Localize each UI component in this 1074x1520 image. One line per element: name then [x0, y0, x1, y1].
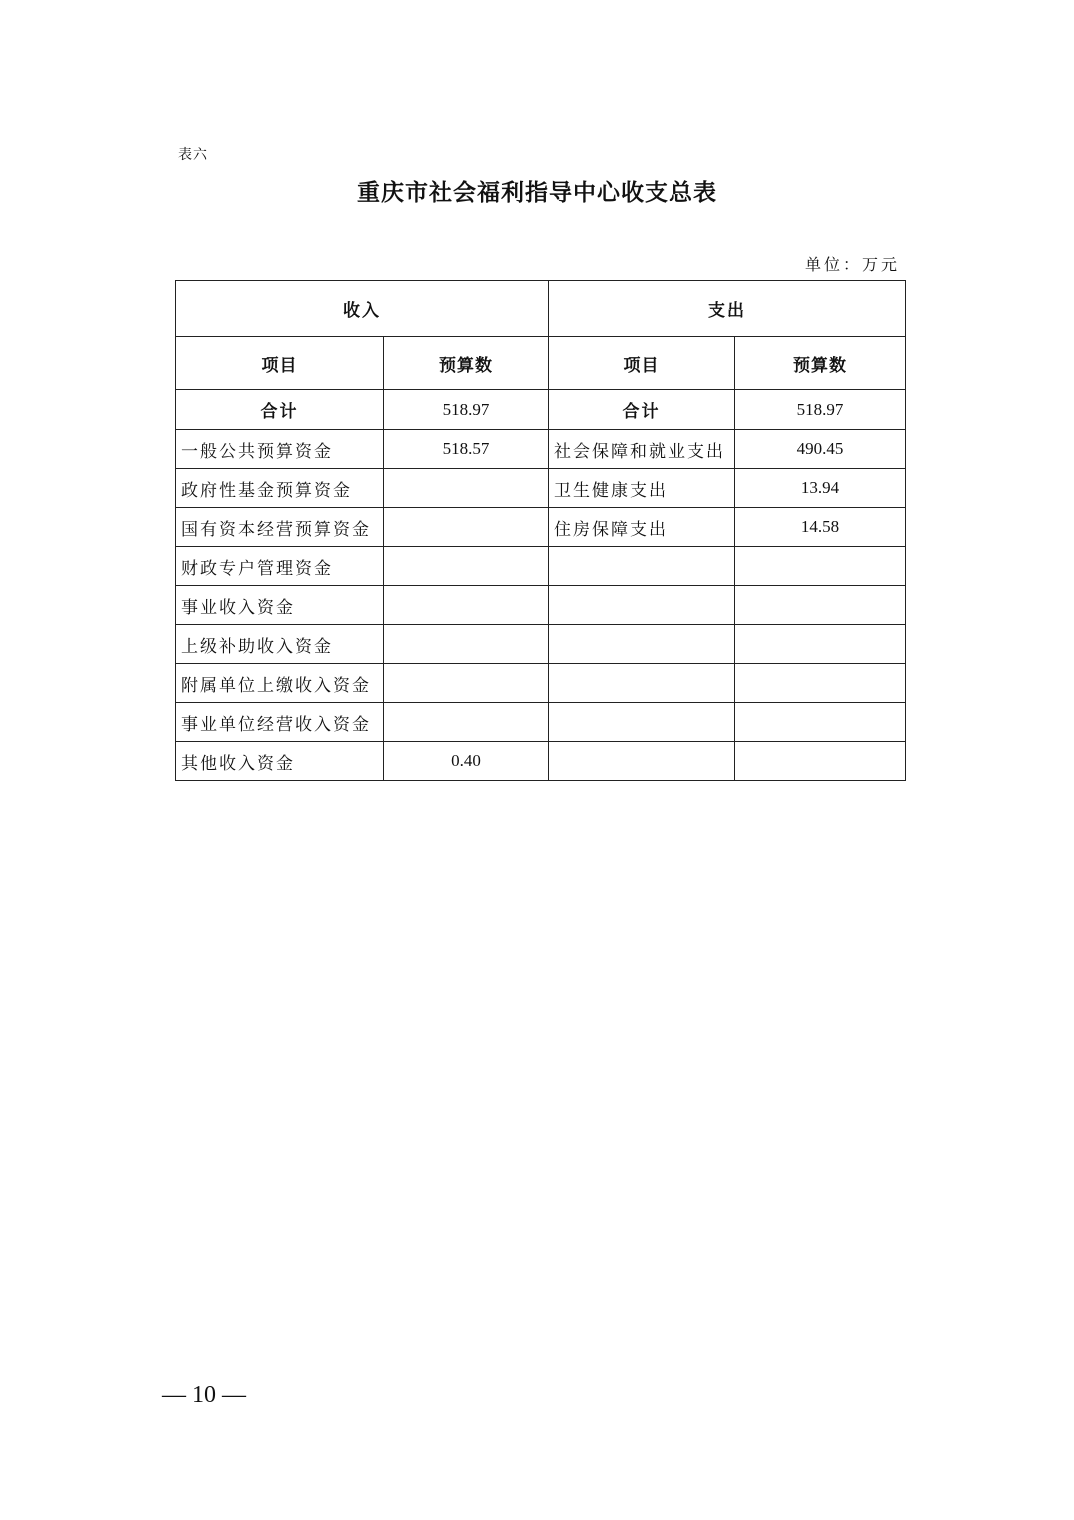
income-expense-table: [175, 280, 906, 781]
income-value: [384, 664, 549, 703]
income-budget-column-header: 预算数: [384, 337, 549, 390]
table-label: 表六: [178, 147, 208, 163]
expense-item: [549, 664, 735, 703]
income-header: 收入: [176, 281, 549, 337]
income-total-value: 518.97: [384, 390, 549, 430]
total-row: [176, 390, 906, 430]
expense-item-column-header: 项目: [549, 337, 735, 390]
unit-note: 单位：万元: [804, 255, 900, 274]
income-item: 上级补助收入资金: [176, 625, 384, 664]
table-row: [176, 508, 906, 547]
table-row: [176, 547, 906, 586]
income-value: 518.57: [384, 430, 549, 469]
income-item-column-header: 项目: [176, 337, 384, 390]
expense-value: [735, 547, 906, 586]
expense-item: [549, 586, 735, 625]
expense-value: [735, 703, 906, 742]
income-total-label: 合计: [176, 390, 384, 430]
expense-item: [549, 625, 735, 664]
page-number: — 10 —: [162, 1382, 246, 1408]
expense-value: [735, 742, 906, 781]
income-value: [384, 469, 549, 508]
income-item: 政府性基金预算资金: [176, 469, 384, 508]
income-item: 一般公共预算资金: [176, 430, 384, 469]
income-item: 其他收入资金: [176, 742, 384, 781]
table-body: [176, 281, 906, 781]
expense-value: [735, 664, 906, 703]
expense-item: [549, 742, 735, 781]
table-row: [176, 430, 906, 469]
income-item: 事业单位经营收入资金: [176, 703, 384, 742]
expense-value: [735, 625, 906, 664]
expense-item: [549, 703, 735, 742]
income-value: [384, 508, 549, 547]
income-item: 附属单位上缴收入资金: [176, 664, 384, 703]
income-value: [384, 625, 549, 664]
table-row: [176, 742, 906, 781]
expense-value: 14.58: [735, 508, 906, 547]
income-value: [384, 703, 549, 742]
table-row: [176, 703, 906, 742]
expense-item: 住房保障支出: [549, 508, 735, 547]
table-row: [176, 469, 906, 508]
column-header-row: [176, 337, 906, 390]
expense-value: [735, 586, 906, 625]
income-item: 事业收入资金: [176, 586, 384, 625]
income-value: 0.40: [384, 742, 549, 781]
table-row: [176, 664, 906, 703]
table-row: [176, 586, 906, 625]
income-item: 国有资本经营预算资金: [176, 508, 384, 547]
document-title: 重庆市社会福利指导中心收支总表: [357, 179, 717, 206]
expense-item: [549, 547, 735, 586]
expense-value: 490.45: [735, 430, 906, 469]
income-item: 财政专户管理资金: [176, 547, 384, 586]
expense-item: 卫生健康支出: [549, 469, 735, 508]
income-value: [384, 547, 549, 586]
expense-header: 支出: [549, 281, 906, 337]
expense-value: 13.94: [735, 469, 906, 508]
expense-total-value: 518.97: [735, 390, 906, 430]
expense-total-label: 合计: [549, 390, 735, 430]
table-row: [176, 625, 906, 664]
expense-item: 社会保障和就业支出: [549, 430, 735, 469]
income-value: [384, 586, 549, 625]
group-header-row: [176, 281, 906, 337]
expense-budget-column-header: 预算数: [735, 337, 906, 390]
